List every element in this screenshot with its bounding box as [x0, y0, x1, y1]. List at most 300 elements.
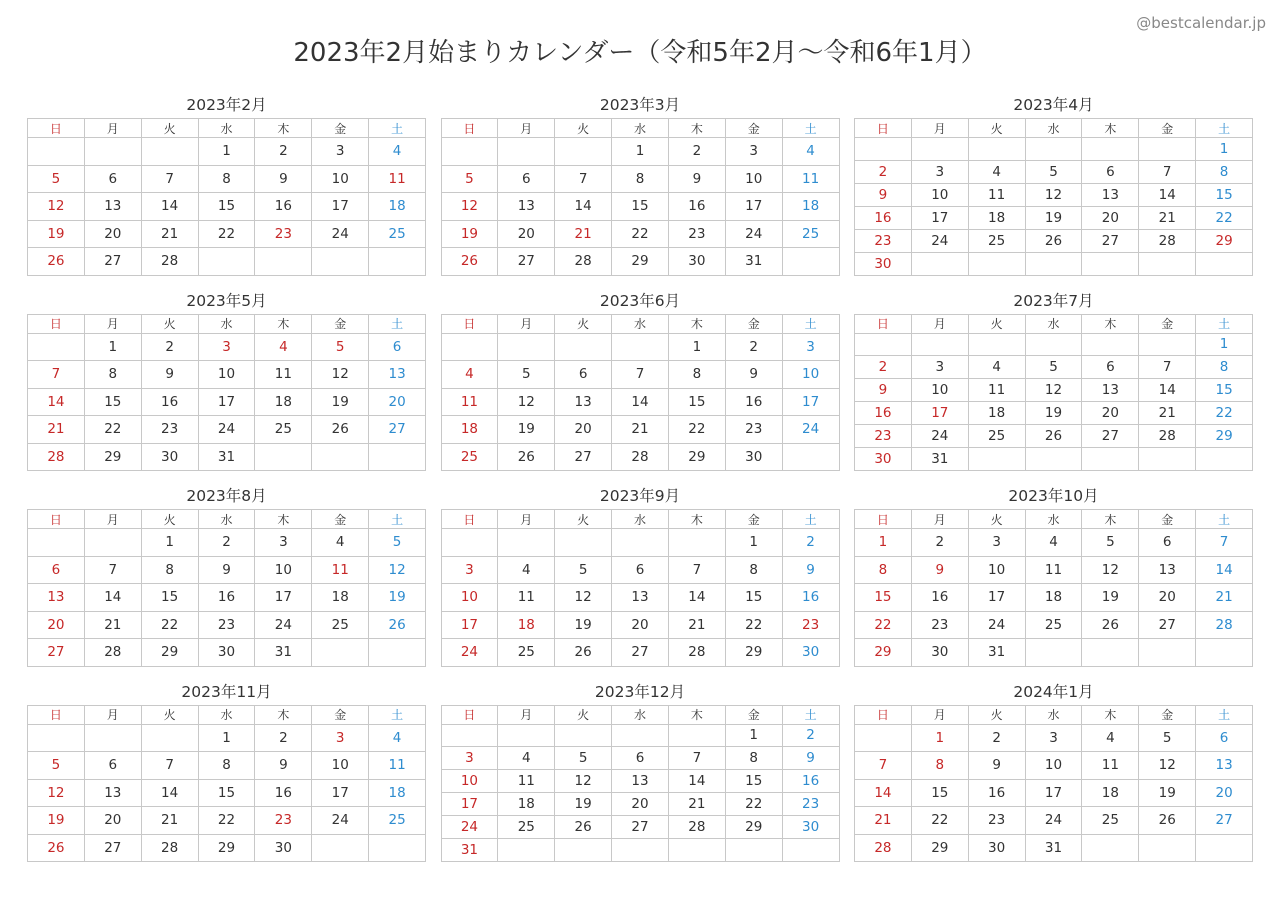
page-title: 2023年2月始まりカレンダー（令和5年2月〜令和6年1月） — [293, 38, 987, 68]
day-cell: 18 — [1026, 584, 1083, 612]
empty-cell — [1196, 448, 1253, 471]
day-cell: 23 — [783, 793, 840, 816]
site-credit: @bestcalendar.jp — [1136, 14, 1266, 32]
week-row — [442, 248, 840, 276]
weekday-header-row — [442, 510, 840, 529]
empty-cell — [498, 725, 555, 748]
day-cell: 3 — [312, 725, 369, 753]
weekday-header: 火 — [142, 119, 199, 138]
day-cell: 3 — [726, 138, 783, 166]
day-cell: 21 — [142, 807, 199, 835]
week-row — [442, 747, 840, 770]
day-cell: 31 — [912, 448, 969, 471]
month-title: 2023年4月 — [1013, 96, 1094, 114]
weekday-header: 日 — [855, 315, 912, 334]
day-cell: 10 — [442, 584, 499, 612]
day-cell: 9 — [726, 361, 783, 389]
weekday-header: 火 — [969, 315, 1026, 334]
day-cell: 30 — [783, 639, 840, 667]
month-title: 2023年12月 — [594, 682, 686, 701]
weekday-header: 月 — [498, 119, 555, 138]
day-cell: 11 — [783, 166, 840, 194]
day-cell: 30 — [255, 835, 312, 863]
day-cell: 11 — [498, 770, 555, 793]
day-cell: 23 — [855, 425, 912, 448]
day-cell: 6 — [612, 557, 669, 585]
day-cell: 12 — [1082, 557, 1139, 585]
day-cell: 9 — [912, 557, 969, 585]
day-cell: 26 — [369, 612, 426, 640]
empty-cell — [1196, 253, 1253, 276]
weekday-header-row — [442, 119, 840, 138]
day-cell: 4 — [498, 557, 555, 585]
month-title: 2023年8月 — [186, 487, 267, 505]
weekday-header: 金 — [726, 315, 783, 334]
day-cell: 26 — [555, 639, 612, 667]
week-row — [442, 770, 840, 793]
day-cell: 2 — [783, 529, 840, 557]
weekday-header: 火 — [142, 315, 199, 334]
month-calendar — [27, 92, 426, 276]
day-cell: 28 — [142, 835, 199, 863]
day-cell: 18 — [312, 584, 369, 612]
day-cell: 25 — [969, 425, 1026, 448]
weekday-header: 水 — [1026, 510, 1083, 529]
day-cell: 19 — [28, 221, 85, 249]
day-cell: 17 — [255, 584, 312, 612]
month-title: 2023年10月 — [1008, 487, 1099, 505]
day-cell: 20 — [369, 389, 426, 417]
empty-cell — [555, 839, 612, 862]
month-title: 2023年7月 — [1013, 291, 1094, 310]
day-cell: 15 — [85, 389, 142, 417]
empty-cell — [498, 334, 555, 362]
weekday-header: 火 — [555, 315, 612, 334]
day-cell: 21 — [669, 612, 726, 640]
weekday-header-row — [442, 706, 840, 725]
weeks — [855, 334, 1253, 472]
weekday-header: 水 — [199, 706, 256, 725]
day-cell: 19 — [312, 389, 369, 417]
day-cell: 11 — [1026, 557, 1083, 585]
empty-cell — [369, 248, 426, 276]
day-cell: 31 — [255, 639, 312, 667]
weeks — [28, 138, 426, 276]
day-cell: 13 — [612, 584, 669, 612]
week-row — [442, 138, 840, 166]
week-row — [855, 612, 1253, 640]
empty-cell — [498, 529, 555, 557]
weekday-header-row — [442, 315, 840, 334]
day-cell: 24 — [912, 425, 969, 448]
weeks — [442, 138, 840, 276]
day-cell: 13 — [1196, 752, 1253, 780]
month-title: 2023年2月 — [186, 96, 267, 114]
day-cell: 12 — [312, 361, 369, 389]
day-cell: 31 — [726, 248, 783, 276]
day-cell: 8 — [142, 557, 199, 585]
day-cell: 24 — [969, 612, 1026, 640]
day-cell: 16 — [255, 193, 312, 221]
day-cell: 7 — [28, 361, 85, 389]
day-cell: 24 — [255, 612, 312, 640]
empty-cell — [28, 334, 85, 362]
weekday-header: 木 — [1082, 119, 1139, 138]
weekday-header-row — [855, 315, 1253, 334]
day-cell: 8 — [669, 361, 726, 389]
day-cell: 13 — [85, 193, 142, 221]
weekday-header: 金 — [1139, 119, 1196, 138]
empty-cell — [912, 138, 969, 161]
week-row — [28, 584, 426, 612]
day-cell: 6 — [85, 166, 142, 194]
week-row — [442, 793, 840, 816]
day-cell: 15 — [726, 584, 783, 612]
week-row — [28, 334, 426, 362]
day-cell: 22 — [1196, 402, 1253, 425]
day-cell: 8 — [1196, 161, 1253, 184]
day-cell: 27 — [555, 444, 612, 472]
day-cell: 4 — [442, 361, 499, 389]
day-cell: 23 — [255, 807, 312, 835]
day-cell: 27 — [1139, 612, 1196, 640]
day-cell: 28 — [1196, 612, 1253, 640]
day-cell: 27 — [369, 416, 426, 444]
weekday-header: 火 — [969, 119, 1026, 138]
weekday-header: 土 — [369, 510, 426, 529]
day-cell: 21 — [142, 221, 199, 249]
weekday-header-row — [28, 510, 426, 529]
weekday-header: 日 — [28, 315, 85, 334]
day-cell: 8 — [199, 752, 256, 780]
weekday-header: 火 — [555, 119, 612, 138]
weekday-header: 金 — [726, 706, 783, 725]
empty-cell — [312, 248, 369, 276]
day-cell: 1 — [669, 334, 726, 362]
day-cell: 23 — [912, 612, 969, 640]
day-cell: 22 — [612, 221, 669, 249]
day-cell: 9 — [855, 184, 912, 207]
weekday-header: 日 — [442, 706, 499, 725]
empty-cell — [369, 444, 426, 472]
day-cell: 7 — [1139, 356, 1196, 379]
day-cell: 13 — [612, 770, 669, 793]
weekday-header: 月 — [85, 119, 142, 138]
day-cell: 2 — [142, 334, 199, 362]
weekday-header: 水 — [612, 315, 669, 334]
weekday-header: 金 — [1139, 510, 1196, 529]
day-cell: 6 — [612, 747, 669, 770]
day-cell: 4 — [312, 529, 369, 557]
day-cell: 13 — [1082, 184, 1139, 207]
week-row — [855, 379, 1253, 402]
weekday-header: 土 — [1196, 510, 1253, 529]
week-row — [442, 839, 840, 862]
weekday-header: 火 — [555, 706, 612, 725]
day-cell: 20 — [612, 793, 669, 816]
day-cell: 17 — [912, 207, 969, 230]
day-cell: 26 — [498, 444, 555, 472]
day-cell: 19 — [442, 221, 499, 249]
empty-cell — [369, 835, 426, 863]
day-cell: 28 — [855, 835, 912, 863]
day-cell: 1 — [85, 334, 142, 362]
day-cell: 13 — [85, 780, 142, 808]
day-cell: 10 — [726, 166, 783, 194]
day-cell: 6 — [28, 557, 85, 585]
day-cell: 1 — [726, 725, 783, 748]
weekday-header: 水 — [199, 510, 256, 529]
weekday-header: 月 — [85, 510, 142, 529]
day-cell: 8 — [199, 166, 256, 194]
empty-cell — [255, 248, 312, 276]
day-cell: 20 — [1082, 207, 1139, 230]
day-cell: 4 — [1026, 529, 1083, 557]
empty-cell — [1139, 334, 1196, 357]
weekday-header: 木 — [1082, 706, 1139, 725]
day-cell: 2 — [969, 725, 1026, 753]
day-cell: 13 — [28, 584, 85, 612]
day-cell: 19 — [1026, 207, 1083, 230]
day-cell: 11 — [255, 361, 312, 389]
day-cell: 29 — [142, 639, 199, 667]
month-table — [854, 705, 1253, 863]
day-cell: 26 — [1026, 425, 1083, 448]
week-row — [442, 557, 840, 585]
weekday-header: 金 — [1139, 315, 1196, 334]
weeks — [28, 334, 426, 472]
weekday-header: 日 — [442, 510, 499, 529]
weekday-header: 火 — [969, 706, 1026, 725]
empty-cell — [1082, 253, 1139, 276]
day-cell: 16 — [855, 402, 912, 425]
day-cell: 10 — [912, 184, 969, 207]
day-cell: 26 — [1139, 807, 1196, 835]
empty-cell — [612, 334, 669, 362]
day-cell: 29 — [912, 835, 969, 863]
day-cell: 15 — [855, 584, 912, 612]
day-cell: 12 — [442, 193, 499, 221]
week-row — [442, 529, 840, 557]
day-cell: 4 — [498, 747, 555, 770]
day-cell: 25 — [255, 416, 312, 444]
day-cell: 20 — [498, 221, 555, 249]
week-row — [28, 612, 426, 640]
empty-cell — [555, 529, 612, 557]
weekday-header: 金 — [312, 706, 369, 725]
empty-cell — [669, 725, 726, 748]
empty-cell — [369, 639, 426, 667]
day-cell: 5 — [498, 361, 555, 389]
day-cell: 24 — [442, 816, 499, 839]
empty-cell — [312, 639, 369, 667]
week-row — [28, 193, 426, 221]
day-cell: 22 — [142, 612, 199, 640]
day-cell: 20 — [612, 612, 669, 640]
day-cell: 29 — [726, 639, 783, 667]
day-cell: 13 — [555, 389, 612, 417]
empty-cell — [1026, 334, 1083, 357]
week-row — [442, 639, 840, 667]
weekday-header: 水 — [612, 706, 669, 725]
week-row — [855, 807, 1253, 835]
week-row — [442, 193, 840, 221]
day-cell: 5 — [555, 747, 612, 770]
day-cell: 23 — [255, 221, 312, 249]
weekday-header: 日 — [442, 315, 499, 334]
empty-cell — [612, 839, 669, 862]
day-cell: 1 — [199, 138, 256, 166]
empty-cell — [783, 444, 840, 472]
day-cell: 14 — [142, 780, 199, 808]
week-row — [28, 639, 426, 667]
day-cell: 21 — [1139, 207, 1196, 230]
day-cell: 20 — [85, 221, 142, 249]
empty-cell — [1082, 448, 1139, 471]
day-cell: 13 — [1082, 379, 1139, 402]
month-table — [27, 314, 426, 472]
weekday-header: 月 — [498, 706, 555, 725]
day-cell: 1 — [142, 529, 199, 557]
weekday-header: 月 — [912, 119, 969, 138]
weekday-header: 月 — [498, 315, 555, 334]
empty-cell — [199, 248, 256, 276]
day-cell: 1 — [912, 725, 969, 753]
month-table — [441, 118, 840, 276]
day-cell: 3 — [442, 557, 499, 585]
day-cell: 1 — [1196, 334, 1253, 357]
empty-cell — [555, 138, 612, 166]
day-cell: 14 — [142, 193, 199, 221]
empty-cell — [1026, 253, 1083, 276]
day-cell: 10 — [912, 379, 969, 402]
day-cell: 11 — [369, 752, 426, 780]
day-cell: 22 — [199, 221, 256, 249]
week-row — [855, 557, 1253, 585]
weekday-header: 水 — [1026, 119, 1083, 138]
day-cell: 27 — [1082, 230, 1139, 253]
week-row — [28, 389, 426, 417]
weekday-header-row — [28, 315, 426, 334]
day-cell: 11 — [498, 584, 555, 612]
day-cell: 20 — [85, 807, 142, 835]
weekday-header: 日 — [855, 510, 912, 529]
day-cell: 29 — [1196, 230, 1253, 253]
day-cell: 16 — [783, 770, 840, 793]
empty-cell — [969, 334, 1026, 357]
empty-cell — [1139, 639, 1196, 667]
day-cell: 18 — [369, 193, 426, 221]
empty-cell — [1139, 835, 1196, 863]
empty-cell — [912, 334, 969, 357]
day-cell: 3 — [442, 747, 499, 770]
day-cell: 24 — [1026, 807, 1083, 835]
weekday-header: 金 — [726, 510, 783, 529]
day-cell: 30 — [855, 448, 912, 471]
week-row — [855, 334, 1253, 357]
day-cell: 16 — [669, 193, 726, 221]
day-cell: 2 — [199, 529, 256, 557]
week-row — [855, 639, 1253, 667]
empty-cell — [498, 839, 555, 862]
weekday-header: 月 — [85, 315, 142, 334]
week-row — [855, 402, 1253, 425]
day-cell: 17 — [442, 612, 499, 640]
day-cell: 25 — [498, 816, 555, 839]
weeks — [28, 725, 426, 863]
day-cell: 10 — [312, 166, 369, 194]
weekday-header-row — [28, 119, 426, 138]
week-row — [442, 725, 840, 748]
weekday-header: 日 — [28, 706, 85, 725]
day-cell: 21 — [855, 807, 912, 835]
empty-cell — [783, 248, 840, 276]
day-cell: 12 — [555, 770, 612, 793]
day-cell: 17 — [312, 193, 369, 221]
weekday-header: 火 — [969, 510, 1026, 529]
week-row — [855, 138, 1253, 161]
day-cell: 27 — [612, 639, 669, 667]
month-title: 2023年5月 — [186, 291, 267, 310]
month-table — [27, 509, 426, 667]
day-cell: 11 — [969, 379, 1026, 402]
weeks — [442, 529, 840, 667]
day-cell: 16 — [855, 207, 912, 230]
day-cell: 15 — [726, 770, 783, 793]
day-cell: 4 — [369, 725, 426, 753]
week-row — [28, 725, 426, 753]
day-cell: 5 — [1082, 529, 1139, 557]
empty-cell — [1082, 835, 1139, 863]
day-cell: 17 — [199, 389, 256, 417]
day-cell: 13 — [498, 193, 555, 221]
week-row — [442, 389, 840, 417]
day-cell: 23 — [726, 416, 783, 444]
empty-cell — [442, 138, 499, 166]
day-cell: 20 — [28, 612, 85, 640]
day-cell: 29 — [726, 816, 783, 839]
empty-cell — [555, 725, 612, 748]
day-cell: 14 — [1139, 379, 1196, 402]
day-cell: 19 — [555, 612, 612, 640]
day-cell: 30 — [969, 835, 1026, 863]
week-row — [28, 416, 426, 444]
day-cell: 4 — [255, 334, 312, 362]
empty-cell — [1196, 835, 1253, 863]
empty-cell — [912, 253, 969, 276]
day-cell: 9 — [783, 747, 840, 770]
day-cell: 7 — [855, 752, 912, 780]
week-row — [855, 184, 1253, 207]
empty-cell — [783, 839, 840, 862]
day-cell: 28 — [669, 639, 726, 667]
week-row — [855, 356, 1253, 379]
day-cell: 3 — [969, 529, 1026, 557]
day-cell: 8 — [612, 166, 669, 194]
day-cell: 18 — [498, 612, 555, 640]
day-cell: 9 — [969, 752, 1026, 780]
weekday-header-row — [855, 706, 1253, 725]
empty-cell — [855, 138, 912, 161]
day-cell: 18 — [969, 402, 1026, 425]
day-cell: 7 — [142, 752, 199, 780]
weekday-header: 木 — [255, 510, 312, 529]
day-cell: 29 — [855, 639, 912, 667]
empty-cell — [612, 529, 669, 557]
day-cell: 10 — [255, 557, 312, 585]
day-cell: 29 — [199, 835, 256, 863]
day-cell: 3 — [912, 161, 969, 184]
